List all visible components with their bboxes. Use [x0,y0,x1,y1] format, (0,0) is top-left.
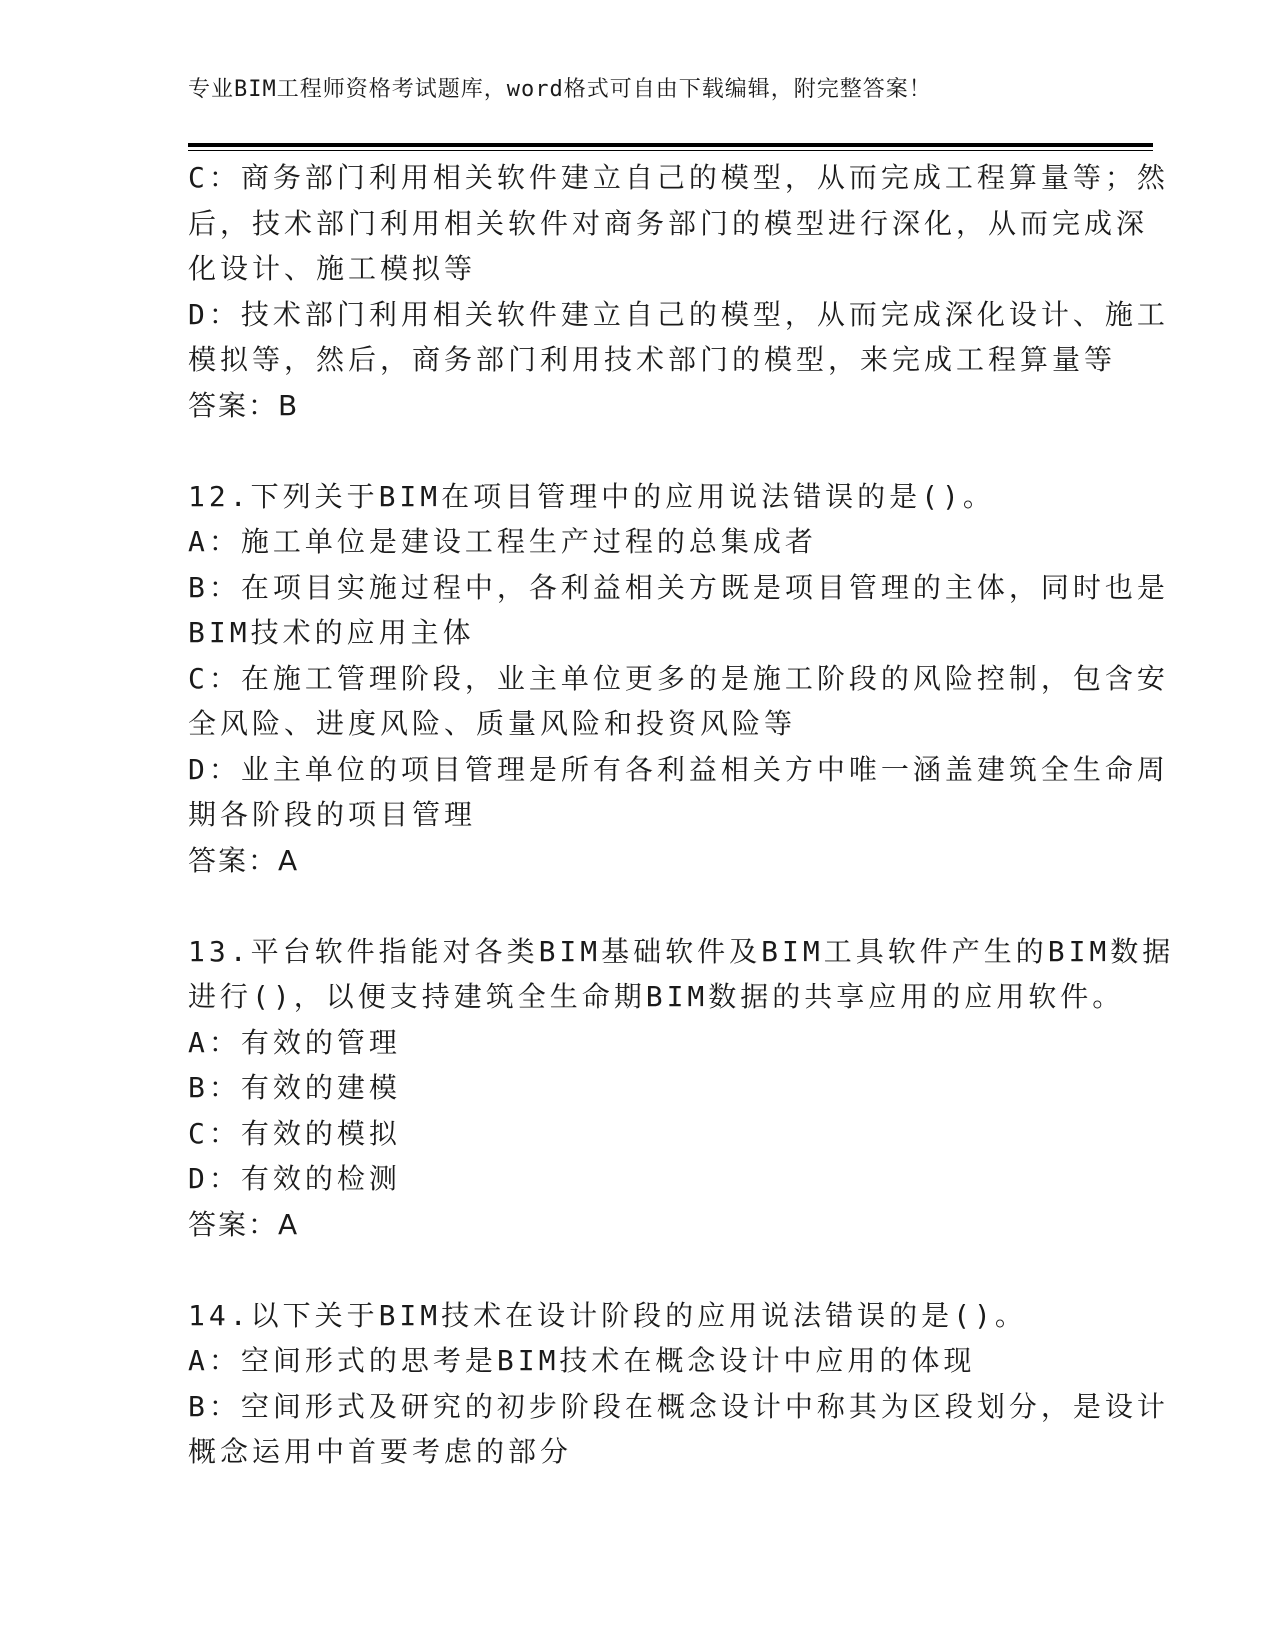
text-line: 模拟等，然后，商务部门利用技术部门的模型，来完成工程算量等 [188,343,1117,376]
text-line: BIM技术的应用主体 [188,616,475,649]
question-content [188,155,1175,1475]
text-line: D：有效的检测 [188,1162,401,1195]
text-line: A：施工单位是建设工程生产过程的总集成者 [188,525,817,558]
text-line: 14.以下关于BIM技术在设计阶段的应用说法错误的是()。 [188,1298,1027,1332]
text-line: 13.平台软件指能对各类BIM基础软件及BIM工具软件产生的BIM数据 [188,934,1175,968]
answer-line: 答案：B [188,388,300,422]
text-line: D：技术部门利用相关软件建立自己的模型，从而完成深化设计、施工 [188,297,1169,331]
header-rule-thick [188,143,1153,147]
blank-line [188,883,1078,929]
text-line: C：有效的模拟 [188,1116,401,1150]
text-line: B：空间形式及研究的初步阶段在概念设计中称其为区段划分，是设计 [188,1389,1169,1423]
text-line: 化设计、施工模拟等 [188,252,477,285]
text-line: 进行()，以便支持建筑全生命期BIM数据的共享应用的应用软件。 [188,980,1125,1013]
text-line: 期各阶段的项目管理 [188,798,477,831]
text-line: 后，技术部门利用相关软件对商务部门的模型进行深化，从而完成深 [188,206,1149,240]
text-line: C：商务部门利用相关软件建立自己的模型，从而完成工程算量等；然 [188,161,1169,194]
page-header: 专业BIM工程师资格考试题库，word格式可自由下载编辑，附完整答案！ [188,77,932,102]
blank-line [188,1247,1078,1293]
answer-line: 答案：A [188,1207,300,1241]
blank-line [188,428,1078,474]
answer-line: 答案：A [188,843,300,877]
header-rule-thin [188,150,1153,151]
text-line: 概念运用中首要考虑的部分 [188,1435,573,1468]
text-line: 全风险、进度风险、质量风险和投资风险等 [188,707,797,740]
text-line: D：业主单位的项目管理是所有各利益相关方中唯一涵盖建筑全生命周 [188,752,1169,786]
text-line: B：在项目实施过程中，各利益相关方既是项目管理的主体，同时也是 [188,570,1169,604]
text-line: 12.下列关于BIM在项目管理中的应用说法错误的是()。 [188,479,995,513]
text-line: A：空间形式的思考是BIM技术在概念设计中应用的体现 [188,1344,976,1377]
text-line: B：有效的建模 [188,1071,401,1104]
text-line: A：有效的管理 [188,1025,401,1059]
text-line: C：在施工管理阶段，业主单位更多的是施工阶段的风险控制，包含安 [188,661,1169,695]
